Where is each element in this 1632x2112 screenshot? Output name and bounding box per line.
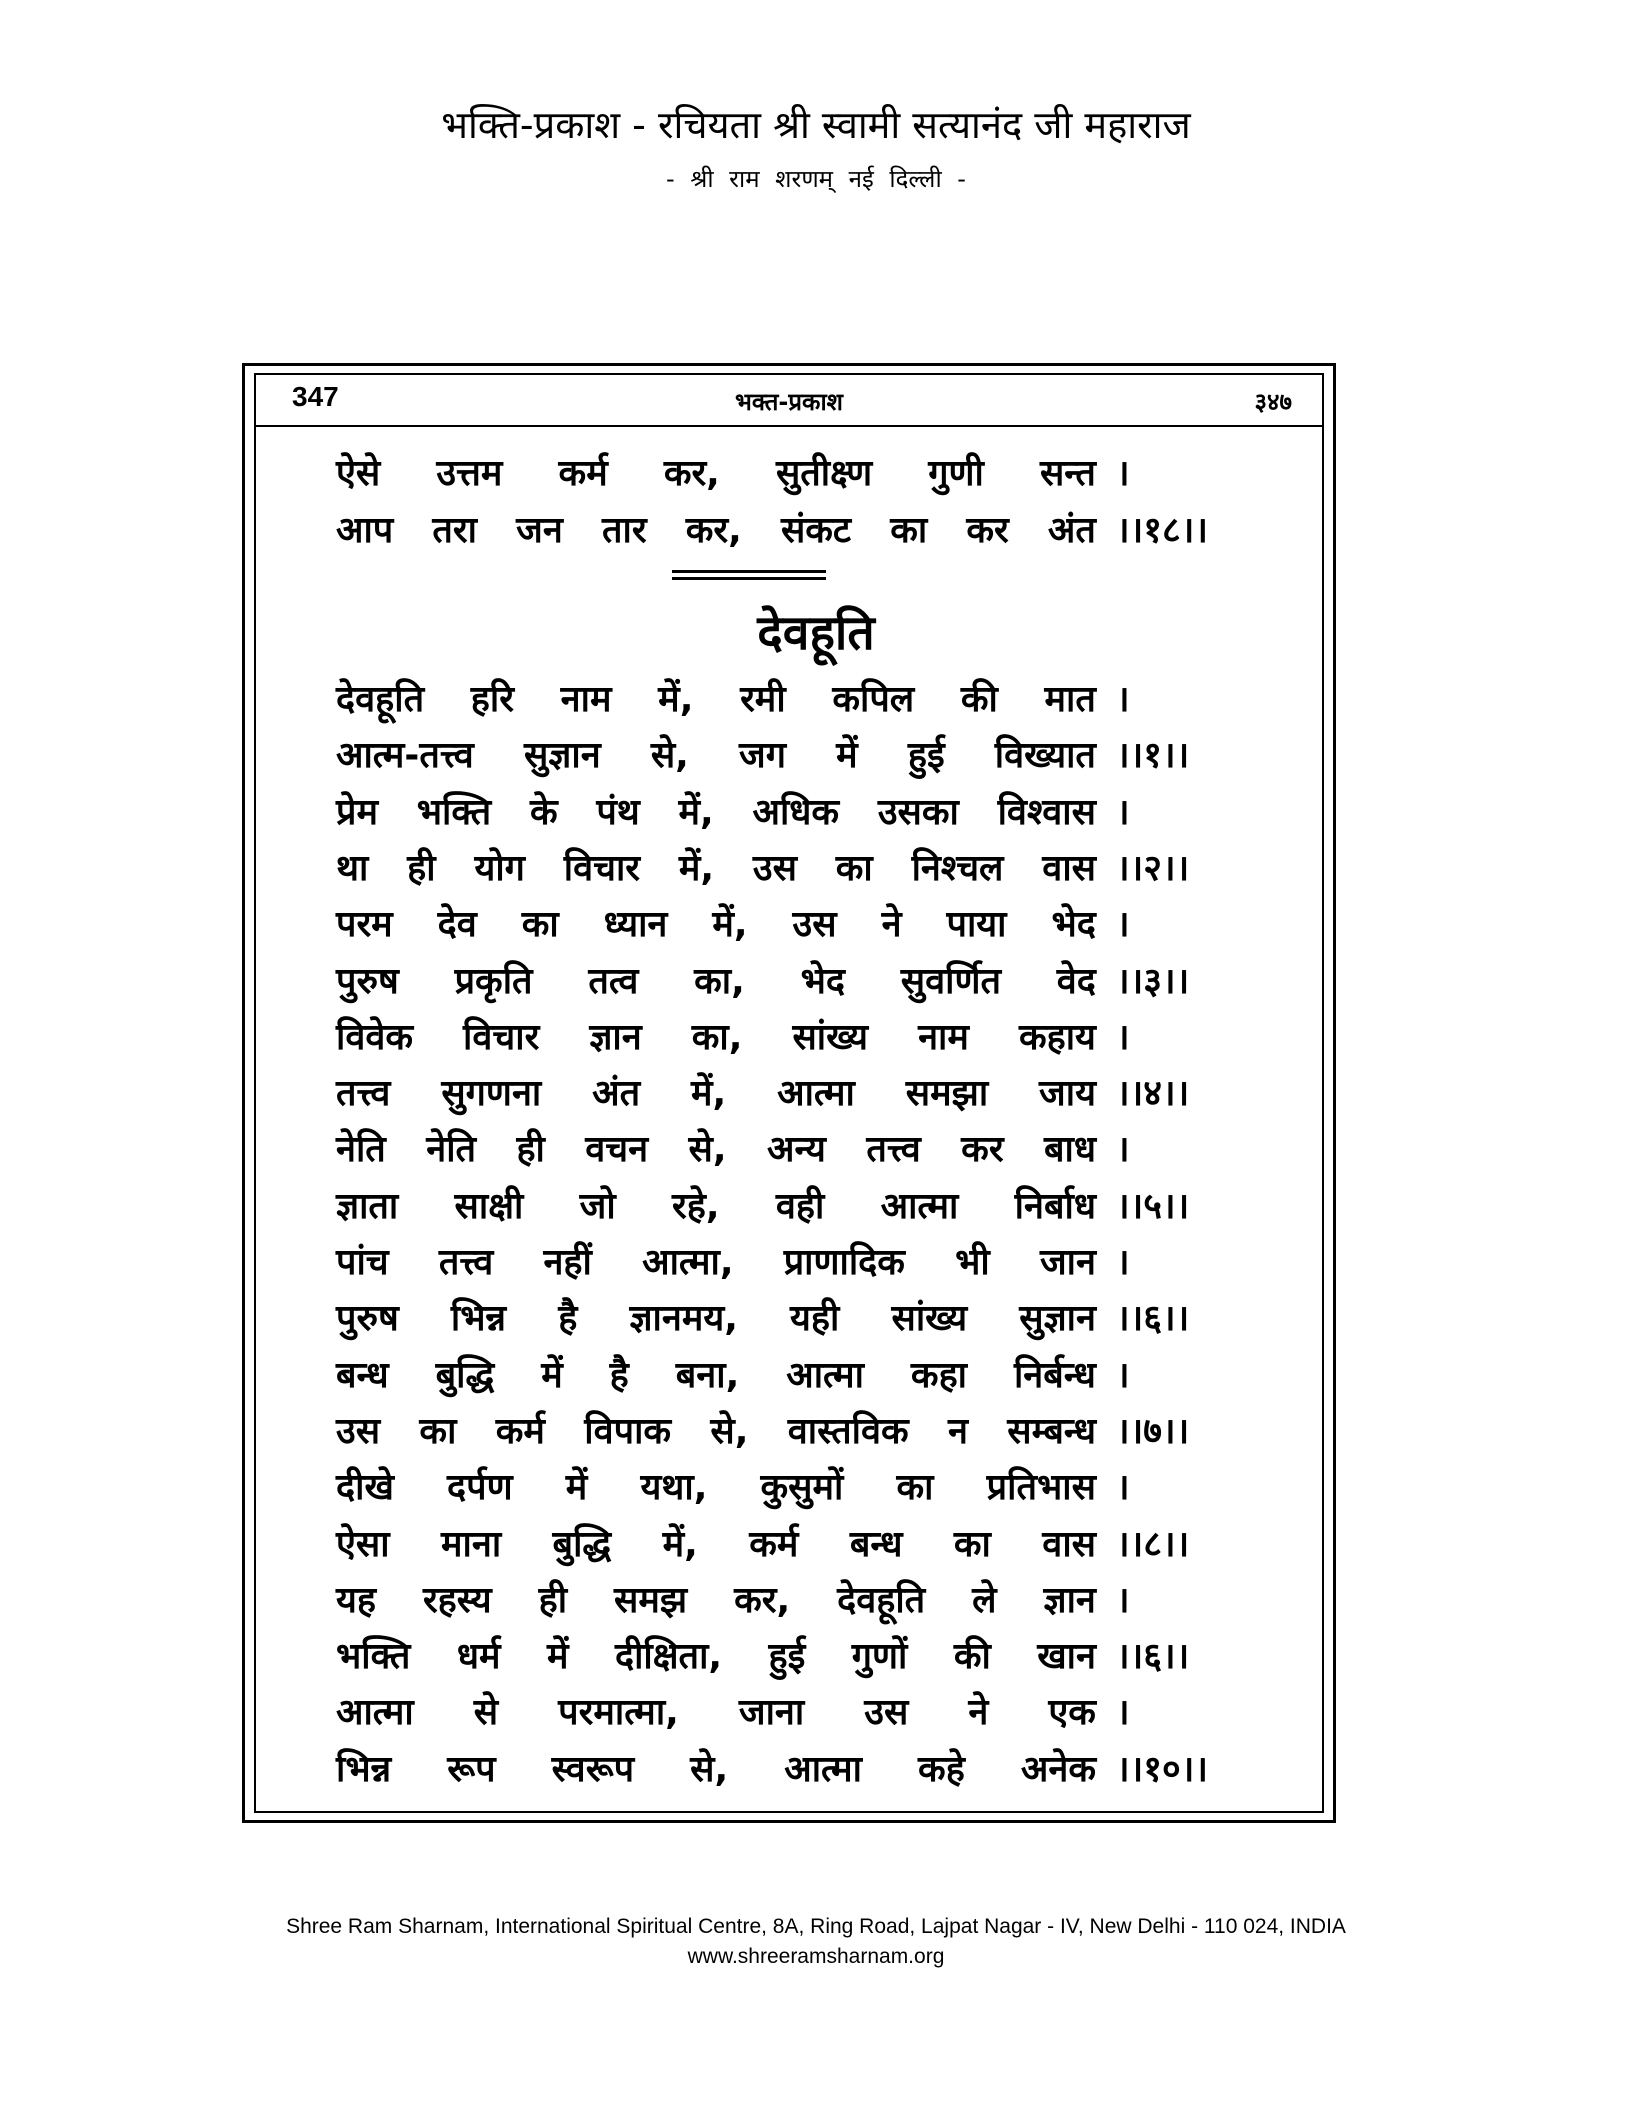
verse-word: से, [690,1748,729,1790]
verse-word: निर्बन्ध [1013,1354,1096,1396]
verse-word: आत्मा, [642,1242,734,1283]
verse-word: निश्चल [911,847,1004,889]
verse-line [336,1748,1096,1792]
verse-word: भेद [800,960,846,1002]
verse-word: पाया [946,904,1007,946]
verse-word: बन्ध [849,1523,903,1565]
verse-number: ।।३।। [1116,960,1190,1002]
verse-word: भक्ति [416,791,492,833]
verse-word: आप [336,510,394,551]
verse-number: । [1116,1016,1130,1058]
verse-word: भिन्न [336,1748,392,1790]
verse-word: का, [694,960,745,1002]
verse-word: नाम [918,1016,969,1058]
verse-word: बुद्धि [552,1523,612,1565]
verse-word: तार [602,510,647,551]
section-title: देवहूति [757,605,875,661]
verse-word: कर, [663,453,720,494]
verse-number: । [1116,791,1130,833]
verse-word: अंत [1047,510,1096,551]
verse-word: विख्यात [994,735,1096,777]
verse-word: जाना [738,1692,805,1734]
verse-word: सुगणना [441,1073,542,1115]
verse-word: के [529,791,558,833]
verse-word: ऐसे [336,453,381,494]
verse-word: तत्त्व [866,1129,921,1171]
verse-word: भक्ति [336,1636,411,1678]
verse-line [336,1691,1096,1735]
verse-word: प्राणादिक [783,1242,905,1283]
verse-word: में, [662,1523,698,1565]
verse-line [336,1410,1096,1454]
verse-word: था [336,847,369,889]
verse-word: में, [691,1073,727,1115]
verse-number: । [1116,1467,1130,1509]
verse-word: कुसुमों [760,1467,844,1509]
verse-word: अंत [592,1073,641,1115]
verse-word: कर्म [495,1410,545,1452]
verse-word: कर्म [558,453,608,494]
verse-word: सुतीक्ष्ण [775,453,873,494]
verse-word: कहाय [1018,1016,1096,1058]
verse-line [336,1016,1096,1060]
page-running-head [256,375,1322,427]
verse-word: अन्य [766,1129,826,1171]
verse-word: रूप [447,1748,496,1790]
verse-word: समझ [614,1579,688,1621]
book-name: भक्त-प्रकाश [734,388,843,416]
verse-word: भी [955,1242,990,1283]
verse-line [336,903,1096,947]
verse-number: ।।१।। [1116,735,1190,777]
verse-word: कर [961,1129,1004,1171]
verse-word: भिन्न [450,1298,507,1340]
verse-word: खान [1037,1636,1096,1678]
verse-word: आत्मा [784,1748,862,1790]
verse-word: ज्ञान [589,1016,642,1058]
verse-word: माना [440,1523,502,1565]
verse-number: ।।१०।। [1116,1748,1209,1790]
verse-line [336,1635,1096,1679]
verse-word: उस [752,847,797,889]
verse-word: तत्व [588,960,639,1002]
verse-word: से, [688,1129,727,1171]
verse-word: जग [739,735,786,777]
verse-line [336,1523,1096,1567]
verse-word: निर्बाध [1014,1185,1096,1227]
verse-word: समझा [905,1073,989,1115]
verse-word: विचार [563,847,640,889]
verse-word: नहीं [543,1242,592,1283]
verse-word: भेद [1051,904,1096,946]
verse-line [336,1297,1096,1341]
verse-word: का [890,510,928,551]
verse-word: स्वरूप [551,1748,635,1790]
verse-word: का, [691,1016,743,1058]
verse-word: का [953,1523,991,1565]
verse-word: का [896,1467,934,1509]
verse-word: में, [658,679,694,720]
verse-word: अधिक [752,791,840,833]
verse-word: प्रकृति [454,960,533,1002]
verse-word: अनेक [1020,1748,1096,1790]
verse-word: दीखे [336,1467,394,1509]
verse-word: जाय [1039,1073,1096,1115]
verse-word: में, [678,847,715,889]
verse-word: उत्तम [436,453,503,494]
verse-word: पुरुष [336,1298,399,1340]
footer-website: www.shreeramsharnam.org [687,1945,945,1968]
verse-number: । [1116,1692,1130,1734]
verse-word: की [960,679,998,720]
verse-number: ।।४।। [1116,1073,1190,1115]
verse-word: ज्ञाता [336,1185,399,1227]
verse-word: देवहूति [336,679,425,720]
verse-word: वही [775,1185,825,1227]
verse-word: हुई [907,735,945,777]
verse-number: ।।२।। [1116,847,1190,889]
verse-word: पुरुष [336,960,399,1002]
verse-line [336,847,1096,891]
verse-word: आत्म-तत्त्व [336,735,474,777]
page-number-right: ३४७ [1254,388,1292,416]
section-divider [672,577,826,580]
verse-word: यथा, [640,1467,708,1509]
verse-word: रहस्य [422,1579,492,1621]
verse-number: ।।६।। [1116,1636,1190,1678]
verse-word: विपाक [584,1410,672,1452]
verse-word: दीक्षिता, [614,1636,723,1678]
verse-line [336,1128,1096,1172]
verse-word: वास [1042,1523,1096,1565]
verse-word: कपिल [832,679,915,720]
verse-word: ने [881,904,902,946]
verse-word: जान [1039,1242,1096,1283]
verse-word: में, [678,791,714,833]
verse-word: दर्पण [447,1467,513,1509]
verse-word: उस [792,904,837,946]
verse-word: एक [1048,1692,1096,1734]
verse-word: सम्बन्ध [1007,1410,1096,1452]
verse-number: । [1116,453,1130,494]
verse-number: । [1116,904,1130,946]
verse-line [336,791,1096,835]
verse-word: की [953,1636,991,1678]
verse-word: साक्षी [454,1185,524,1227]
verse-word: पांच [336,1242,389,1283]
verse-word: बन्ध [336,1354,389,1396]
verse-word: धर्म [456,1636,501,1678]
verse-word: ज्ञान [1043,1579,1096,1621]
verse-number: । [1116,1129,1130,1171]
verse-word: में [565,1467,588,1509]
verse-word: रमी [740,679,786,720]
verse-number: । [1116,1354,1130,1396]
verse-word: में [836,735,858,777]
verse-word: बाध [1043,1129,1096,1171]
verse-word: तत्त्व [336,1073,391,1115]
verse-word: जो [579,1185,616,1227]
verse-word: यही [790,1298,840,1340]
verse-line [336,1185,1096,1229]
verse-number: । [1116,679,1130,720]
section-divider [672,570,826,573]
footer-address: Shree Ram Sharnam, International Spiritual Centre, 8A, Ring Road, Lajpat Nagar - IV, New Delhi - 110 024, INDIA [286,1915,1346,1938]
verse-word: वास्तविक [787,1410,909,1452]
verse-word: ज्ञानमय, [629,1298,738,1340]
verse-word: परम [336,904,393,946]
verse-word: रहे, [671,1185,720,1227]
verse-word: ही [538,1579,568,1621]
verse-word: मात [1044,679,1096,720]
verse-word: आत्मा [786,1354,864,1396]
verse-word: सुवर्णित [900,960,1002,1002]
verse-word: सांख्य [792,1016,869,1058]
verse-word: देवहूति [837,1579,926,1621]
verse-word: उस [336,1410,381,1452]
verse-word: उसका [877,791,959,833]
verse-word: से [473,1692,499,1734]
verse-word: वास [1042,847,1096,889]
verse-word: नेति [336,1129,386,1171]
verse-word: ही [516,1129,545,1171]
verse-word: कर, [734,1579,791,1621]
verse-word: ध्यान [603,904,668,946]
verse-word: ने [968,1692,989,1734]
verse-word: कहे [918,1748,965,1790]
verse-number: । [1116,1579,1130,1621]
verse-word: बुद्धि [435,1354,495,1396]
verse-word: कहा [910,1354,968,1396]
verse-word: यह [336,1579,376,1621]
verse-word: में [541,1354,563,1396]
verse-word: का [835,847,873,889]
verse-word: का [521,904,559,946]
verse-word: विचार [463,1016,540,1058]
verse-word: पंथ [596,791,640,833]
verse-word: नाम [560,679,612,720]
verse-word: से, [710,1410,749,1452]
verse-line [336,1072,1096,1116]
verse-word: तत्त्व [438,1242,494,1283]
verse-word: विवेक [336,1016,414,1058]
verse-number: ।।५।। [1116,1185,1190,1227]
verse-line [336,1466,1096,1510]
verse-word: कर [966,510,1009,551]
verse-word: जन [516,510,563,551]
verse-word: संकट [780,510,852,551]
verse-line [336,509,1096,553]
verse-word: में, [712,904,748,946]
verse-word: आत्मा [336,1692,414,1734]
verse-word: वचन [585,1129,649,1171]
verse-word: ही [407,847,436,889]
verse-word: सन्त [1039,453,1096,494]
verse-word: प्रेम [336,791,379,833]
verse-number: ।।६।। [1116,1298,1190,1340]
verse-word: गुणों [851,1636,908,1678]
verse-word: ऐसा [336,1523,390,1565]
verse-word: तरा [432,510,477,551]
verse-word: में [547,1636,569,1678]
verse-word: सुज्ञान [1019,1298,1096,1340]
document-header-subtitle: - श्री राम शरणम् नई दिल्ली - [666,165,966,193]
verse-word: है [558,1298,578,1340]
verse-word: कर्म [749,1523,799,1565]
verse-line [336,678,1096,722]
page-number-left: 347 [292,381,339,412]
verse-word: परमात्मा, [558,1692,679,1734]
verse-word: सांख्य [891,1298,968,1340]
verse-word: योग [474,847,525,889]
verse-word: ले [972,1579,997,1621]
verse-line [336,1241,1096,1285]
verse-word: नेति [426,1129,477,1171]
verse-number: ।।८।। [1116,1523,1190,1565]
verse-word: विश्वास [997,791,1096,833]
verse-word: का [419,1410,457,1452]
verse-word: वेद [1056,960,1096,1002]
verse-word: कर, [685,510,742,551]
verse-word: हरि [470,679,514,720]
verse-number: । [1116,1242,1130,1283]
verse-word: गुणी [928,453,984,494]
verse-word: हुई [768,1636,806,1678]
verse-line [336,1579,1096,1623]
verse-word: बना, [675,1354,740,1396]
verse-word: न [947,1410,968,1452]
verse-word: देव [437,904,477,946]
verse-word: प्रतिभास [986,1467,1096,1509]
verse-word: आत्मा [880,1185,959,1227]
verse-word: है [609,1354,629,1396]
verse-word: से, [650,735,689,777]
verse-word: उस [864,1692,909,1734]
verse-line [336,734,1096,778]
verse-number: ।।१८।। [1116,510,1209,551]
verse-line [336,960,1096,1004]
document-header-title: भक्ति-प्रकाश - रचियता श्री स्वामी सत्यानंद जी महाराज [441,103,1191,147]
verse-word: आत्मा [777,1073,855,1115]
verse-word: सुज्ञान [523,735,601,777]
verse-number: ।।७।। [1116,1410,1190,1452]
verse-line [336,1354,1096,1398]
verse-line [336,452,1096,496]
